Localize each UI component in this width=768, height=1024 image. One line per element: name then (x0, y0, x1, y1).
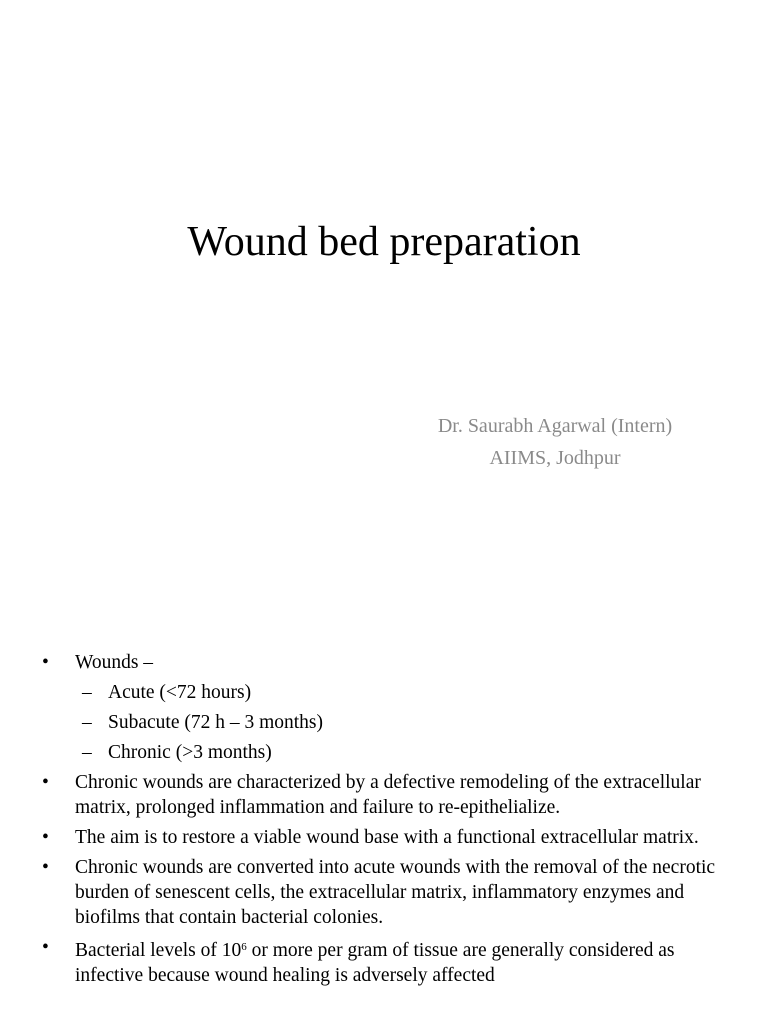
bullet-text: Chronic wounds are characterized by a defective remodeling of the extracellular matrix, prolonged inflammation and failure to re-epithelialize. (75, 772, 701, 818)
bullet-text-end: or more per gram of tissue are generally considered as infective because wound healing is adversely affected (75, 940, 675, 986)
subtitle (380, 410, 730, 474)
dash-icon: – (82, 682, 92, 703)
sub-bullet-text: Subacute (72 h – 3 months) (108, 712, 324, 733)
bullet-item (0, 935, 768, 988)
dash-icon: – (82, 712, 92, 733)
sub-bullet-item (0, 710, 768, 735)
author: Dr. Saurabh Agarwal (Intern) (437, 415, 673, 437)
bullet-text-start: Bacterial levels of 10 (75, 940, 242, 961)
dash-icon: – (82, 742, 92, 763)
bullet-icon: • (42, 937, 49, 958)
bullet-item (0, 770, 768, 820)
bullet-item (0, 650, 768, 675)
bullet-item (0, 855, 768, 930)
bullet-icon: • (42, 652, 49, 673)
sub-bullet-text: Acute (<72 hours) (108, 682, 252, 703)
sub-bullet-text: Chronic (>3 months) (108, 742, 272, 763)
content-slide (0, 650, 768, 993)
bullet-icon: • (42, 827, 49, 848)
sub-bullet-item (0, 740, 768, 765)
institution: AIIMS, Jodhpur (489, 447, 621, 469)
bullet-icon: • (42, 772, 49, 793)
sub-bullet-item (0, 680, 768, 705)
exponent: 6 (241, 941, 247, 953)
bullet-item (0, 825, 768, 850)
bullet-text: Chronic wounds are converted into acute wounds with the removal of the necrotic burden of senescent cells, the extracellular matrix, inflammatory enzymes and biofilms that contain bacterial colonies. (75, 857, 716, 928)
bullet-icon: • (42, 857, 49, 878)
bullet-text: The aim is to restore a viable wound base with a functional extracellular matrix. (75, 827, 699, 848)
bullet-text: Wounds – (75, 652, 154, 673)
slide-title: Wound bed preparation (187, 219, 581, 265)
